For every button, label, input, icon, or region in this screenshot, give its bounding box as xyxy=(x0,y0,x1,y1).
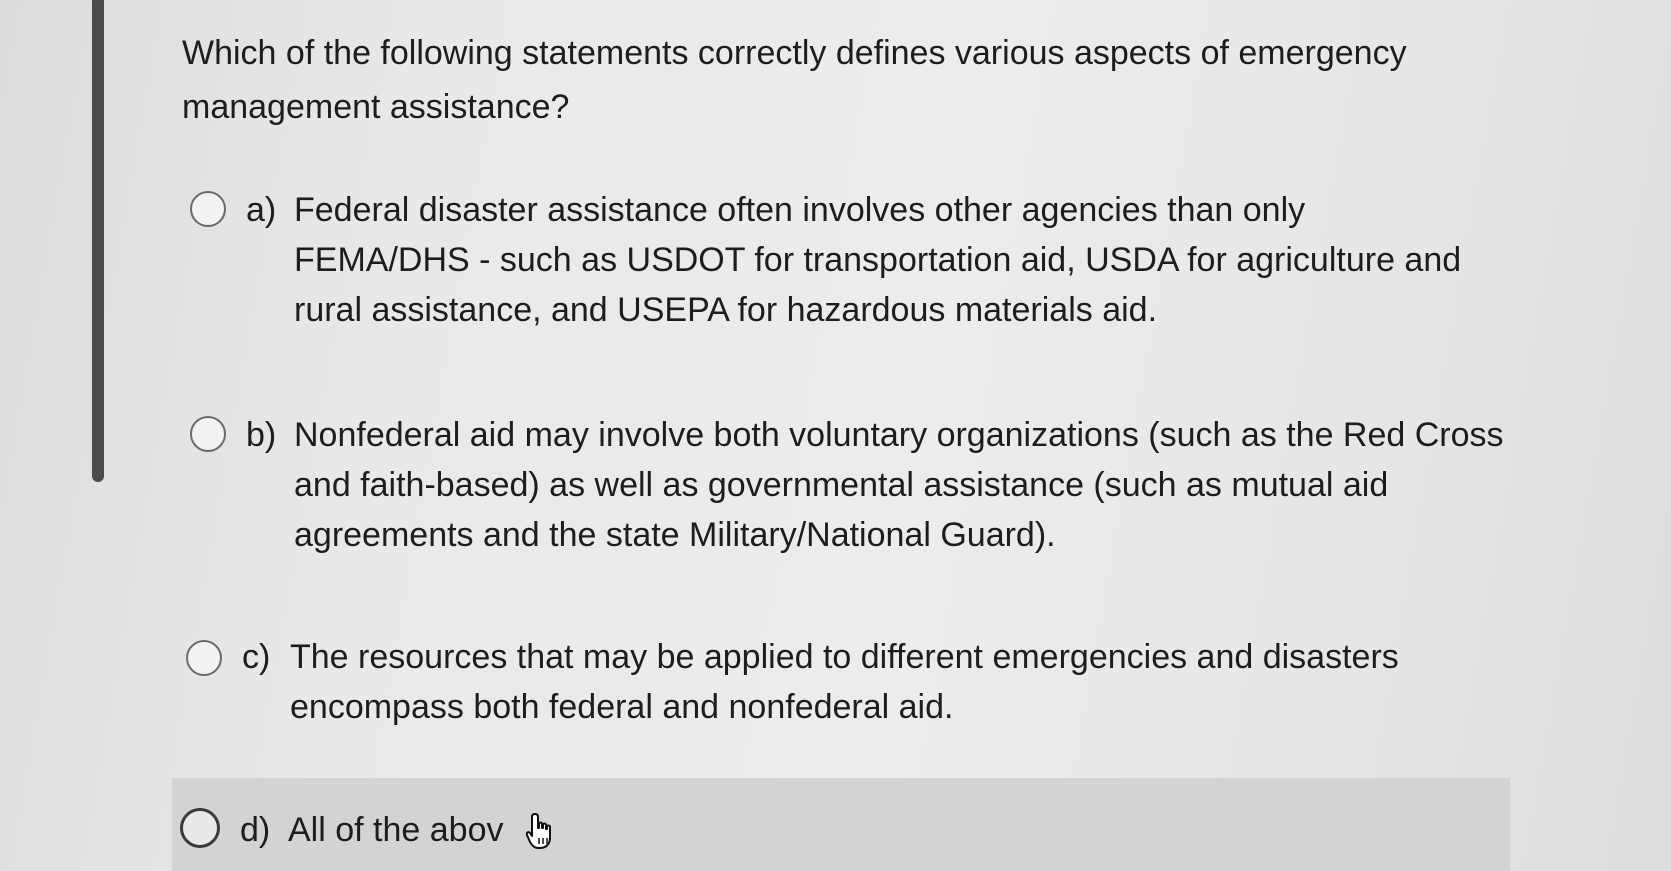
option-a[interactable] xyxy=(190,185,1464,335)
option-text: All of the abov xyxy=(288,811,504,849)
radio-button-icon[interactable] xyxy=(180,808,220,848)
option-text: The resources that may be applied to different emergencies and disasters encompass both federal and nonfederal aid. xyxy=(290,638,1399,726)
question-text: Which of the following statements correctly defines various aspects of emergency management assistance? xyxy=(182,34,1407,126)
radio-button-icon[interactable] xyxy=(186,640,222,676)
option-text: Nonfederal aid may involve both voluntary organizations (such as the Red Cross and faith-based) as well as governmental assistance (such as mutual aid agreements and the state Military/National Guard). xyxy=(294,416,1504,554)
option-text: Federal disaster assistance often involves other agencies than only FEMA/DHS - such as USDOT for transportation aid, USDA for agriculture and rural assistance, and USEPA for hazardous materials aid. xyxy=(294,191,1462,329)
scroll-indicator-bar xyxy=(92,0,104,482)
radio-button-icon[interactable] xyxy=(190,416,226,452)
option-letter: c) xyxy=(242,638,271,676)
radio-button-icon[interactable] xyxy=(190,191,226,227)
option-b[interactable] xyxy=(190,410,1534,560)
option-d[interactable] xyxy=(180,805,503,855)
option-letter: a) xyxy=(246,191,277,229)
option-letter: b) xyxy=(246,416,277,454)
option-letter: d) xyxy=(240,811,271,849)
hand-pointer-icon xyxy=(526,812,556,850)
option-c[interactable] xyxy=(186,632,1490,732)
